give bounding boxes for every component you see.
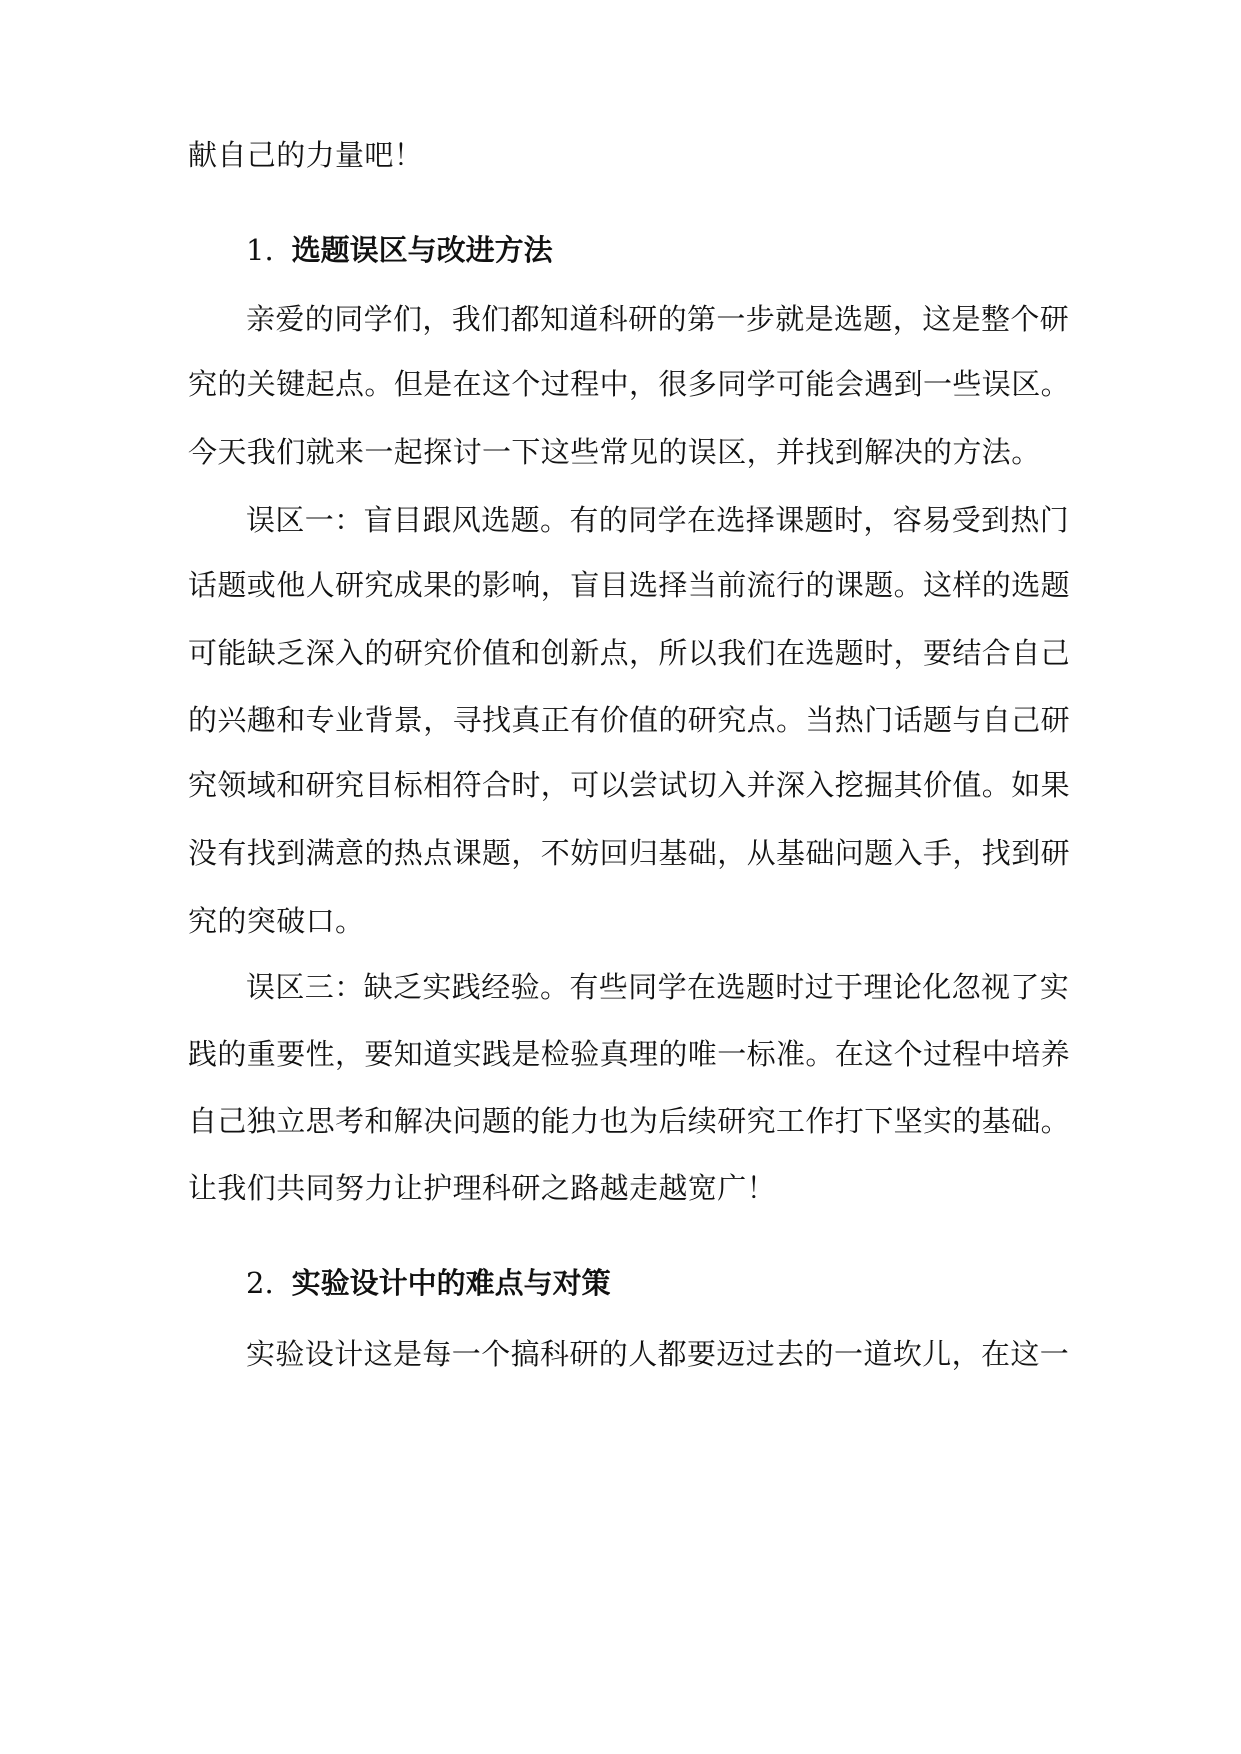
section-heading-2 <box>246 1263 611 1303</box>
paragraph-line: 让我们共同努力让护理科研之路越走越宽广！ <box>188 1171 777 1205</box>
paragraph-line: 亲爱的同学们，我们都知道科研的第一步就是选题，这是整个研 <box>246 302 1070 336</box>
paragraph-line: 究的关键起点。但是在这个过程中，很多同学可能会遇到一些误区。 <box>188 367 1071 401</box>
paragraph-line: 究的突破口。 <box>188 904 365 938</box>
section-heading-1 <box>246 230 553 270</box>
section-title: 实验设计中的难点与对策 <box>291 1266 611 1300</box>
paragraph-line: 的兴趣和专业背景，寻找真正有价值的研究点。当热门话题与自己研 <box>188 703 1071 737</box>
paragraph-line: 今天我们就来一起探讨一下这些常见的误区，并找到解决的方法。 <box>188 435 1041 469</box>
paragraph-line: 践的重要性，要知道实践是检验真理的唯一标准。在这个过程中培养 <box>188 1037 1071 1071</box>
paragraph-line: 自己独立思考和解决问题的能力也为后续研究工作打下坚实的基础。 <box>188 1104 1071 1138</box>
paragraph-line: 究领域和研究目标相符合时，可以尝试切入并深入挖掘其价值。如果 <box>188 768 1071 802</box>
paragraph-line: 误区一：盲目跟风选题。有的同学在选择课题时，容易受到热门 <box>246 503 1070 537</box>
section-number: 2. <box>246 1266 274 1300</box>
section-title: 选题误区与改进方法 <box>291 233 553 267</box>
paragraph-line: 话题或他人研究成果的影响，盲目选择当前流行的课题。这样的选题 <box>188 568 1071 602</box>
paragraph-line: 没有找到满意的热点课题，不妨回归基础，从基础问题入手，找到研 <box>188 836 1071 870</box>
paragraph-line: 实验设计这是每一个搞科研的人都要迈过去的一道坎儿，在这一 <box>246 1337 1070 1371</box>
paragraph-line: 误区三：缺乏实践经验。有些同学在选题时过于理论化忽视了实 <box>246 970 1070 1004</box>
section-number: 1. <box>246 233 274 267</box>
paragraph-line: 献自己的力量吧！ <box>188 138 424 172</box>
paragraph-line: 可能缺乏深入的研究价值和创新点，所以我们在选题时，要结合自己 <box>188 636 1071 670</box>
